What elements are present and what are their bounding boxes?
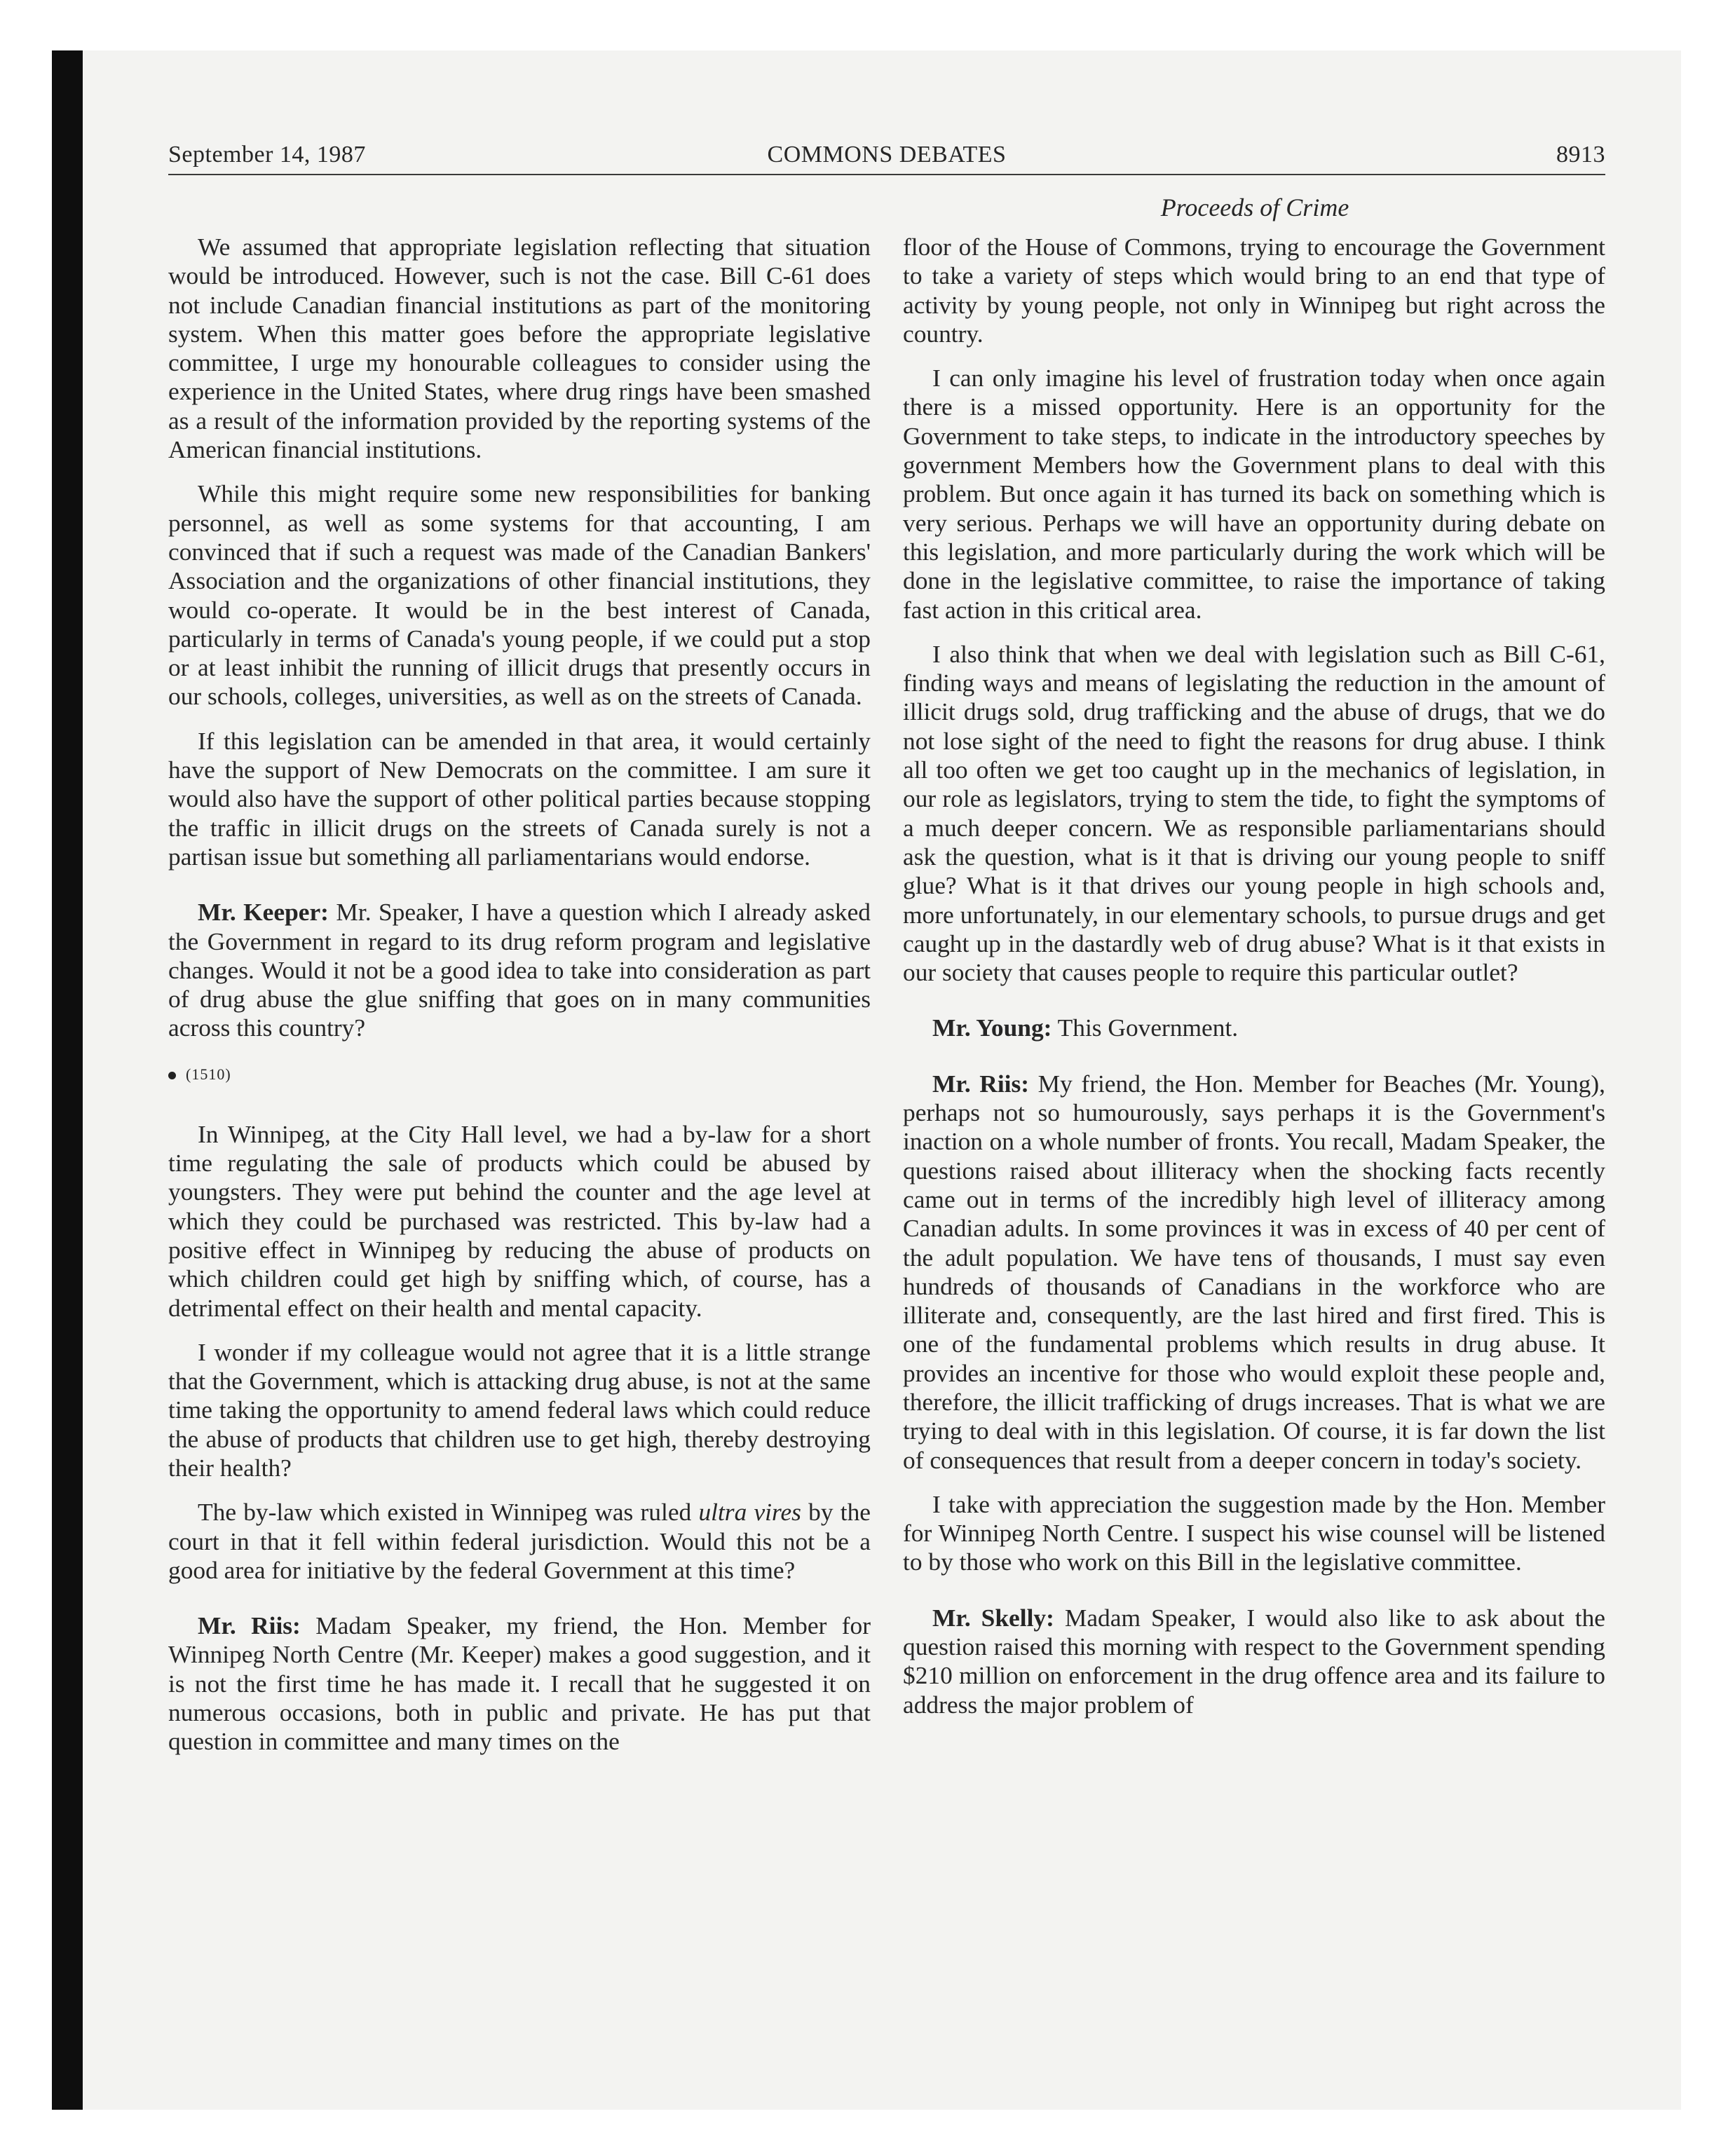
paragraph: If this legislation can be amended in that area, it would certainly have the support of New Democrats on the committee. I am sure it would also have the support of other political parties because stopping the traffic in illicit drugs on the streets of Canada surely is not a partisan issue but something all parliamentarians would endorse. — [168, 726, 871, 871]
subject-heading: Proceeds of Crime — [1160, 193, 1349, 221]
speech-riis — [168, 1611, 871, 1756]
scan-border — [52, 50, 83, 2110]
paragraph: We assumed that appropriate legislation reflecting that situation would be introduced. However, such is not the case. Bill C-61 does not include Canadian financial institutions as part of the monitoring system. When this matter goes before the appropriate legislative committee, I urge my honourable colleagues to consider using the experience in the United States, where drug rings have been smashed as a result of the information provided by the reporting systems of the American financial institutions. — [168, 233, 871, 464]
bullet-icon — [168, 1072, 176, 1079]
text-run: by the court in that it fell within federal jurisdiction. Would this not be a good area for initiative by the federal Government at this time? — [168, 1498, 871, 1584]
speaker-name: Mr. Keeper: — [198, 898, 329, 927]
paragraph: I take with appreciation the suggestion made by the Hon. Member for Winnipeg North Centre. I suspect his wise counsel will be listened to by those who work on this Bill in the legislative committee. — [903, 1489, 1605, 1576]
page-number: 8913 — [1556, 142, 1605, 168]
speech-riis — [903, 1070, 1605, 1475]
running-header — [168, 137, 1605, 175]
text-run: The by-law which existed in Winnipeg was ruled — [198, 1498, 699, 1527]
speech-text: Madam Speaker, I would also like to ask about the question raised this morning with respect to the Government spending $210 million on enforcement in the drug offence area and its failure to address the major problem of — [903, 1603, 1606, 1719]
speech-text: Madam Speaker, my friend, the Hon. Member for Winnipeg North Centre (Mr. Keeper) makes a good suggestion, and it is not the first time he has made it. I recall that he suggested it on numerous occasions, both in public and private. He has put that question in committee and many times on the — [168, 1611, 871, 1756]
paragraph: In Winnipeg, at the City Hall level, we had a by-law for a short time regulating the sale of products which could be abused by youngsters. They were put behind the counter and the age level at which they could be purchased was restricted. This by-law had a positive effect in Winnipeg by reducing the abuse of products on which children could get high by sniffing which, of course, has a detrimental effect on their health and mental capacity. — [168, 1119, 871, 1322]
speech-keeper — [168, 898, 871, 1042]
speaker-name: Mr. Young: — [932, 1014, 1052, 1042]
speech-text: Mr. Speaker, I have a question which I already asked the Government in regard to its drug reform program and legislative changes. Would it not be a good idea to take into consideration as part of drug abuse the glue sniffing that goes on in many communities across this country? — [168, 898, 871, 1042]
right-column — [903, 233, 1605, 1735]
paragraph-continued: floor of the House of Commons, trying to encourage the Government to take a variety of steps which would bring to an end that type of activity by young people, not only in Winnipeg but right across the country. — [903, 233, 1605, 348]
paragraph: I wonder if my colleague would not agree that it is a little strange that the Government, which is attacking drug abuse, is not at the same time taking the opportunity to amend federal laws which could reduce the abuse of products that children use to get high, thereby destroying their health? — [168, 1337, 871, 1482]
left-column — [168, 233, 871, 1772]
italic-term: ultra vires — [698, 1498, 801, 1527]
speech-skelly — [903, 1604, 1605, 1719]
speech-young — [903, 1014, 1605, 1042]
paragraph: I also think that when we deal with legislation such as Bill C-61, finding ways and means of legislating the reduction in the amount of illicit drugs sold, drug trafficking and the abuse of drugs, that we do not lose sight of the need to fight the reasons for drug abuse. I think all too often we get too caught up in the mechanics of legislation, in our role as legislators, trying to stem the tide, to fight the symptoms of a much deeper concern. We as responsible parliamentarians should ask the question, what is it that is driving our young people to sniff glue? What is it that drives our young people in high schools and, more unfortunately, in our elementary schools, to pursue drugs and get caught up in the dastardly web of drug abuse? What is it that exists in our society that causes people to require this particular outlet? — [903, 639, 1605, 987]
speech-text: My friend, the Hon. Member for Beaches (Mr. Young), perhaps not so humourously, says perhaps it is the Government's inaction on a whole number of fronts. You recall, Madam Speaker, the questions raised about illiteracy when the shocking facts recently came out in terms of the incredibly high level of illiteracy among Canadian adults. In some provinces it was in excess of 40 per cent of the adult population. We have tens of thousands, I must say even hundreds of thousands of Canadians in the workforce who are illiterate and, consequently, are the last hired and first fired. This is one of the fundamental problems which results in drug abuse. It provides an incentive for those who would exploit these people and, therefore, the illicit trafficking of drugs increases. That is what we are trying to deal with in this legislation. Of course, it is far down the list of consequences that result from a deeper concern in today's society. — [903, 1069, 1605, 1474]
time-marker — [168, 1064, 871, 1085]
paragraph: I can only imagine his level of frustration today when once again there is a missed opportunity. Here is an opportunity for the Government to take steps, to indicate in the introductory speeches by government Members how the Government plans to deal with this problem. But once again it has turned its back on something which is very serious. Perhaps we will have an opportunity during debate on this legislation, and more particularly during the work which will be done in the legislative committee, to raise the importance of taking fast action in this critical area. — [903, 364, 1605, 624]
header-date: September 14, 1987 — [168, 142, 366, 168]
speaker-name: Mr. Skelly: — [932, 1603, 1054, 1632]
publication-title: COMMONS DEBATES — [767, 142, 1007, 168]
speaker-name: Mr. Riis: — [932, 1069, 1030, 1098]
speaker-name: Mr. Riis: — [198, 1611, 301, 1640]
timestamp-text: (1510) — [186, 1065, 231, 1083]
paragraph — [168, 1498, 871, 1585]
speech-text: This Government. — [1052, 1014, 1239, 1042]
paragraph: While this might require some new responsibilities for banking personnel, as well as some systems for that accounting, I am convinced that if such a request was made of the Canadian Bankers' Association and the organizations of other financial institutions, they would co-operate. It would be in the best interest of Canada, particularly in terms of Canada's young people, if we could put a stop or at least inhibit the running of illicit drugs that presently occurs in our schools, colleges, universities, as well as on the streets of Canada. — [168, 479, 871, 711]
